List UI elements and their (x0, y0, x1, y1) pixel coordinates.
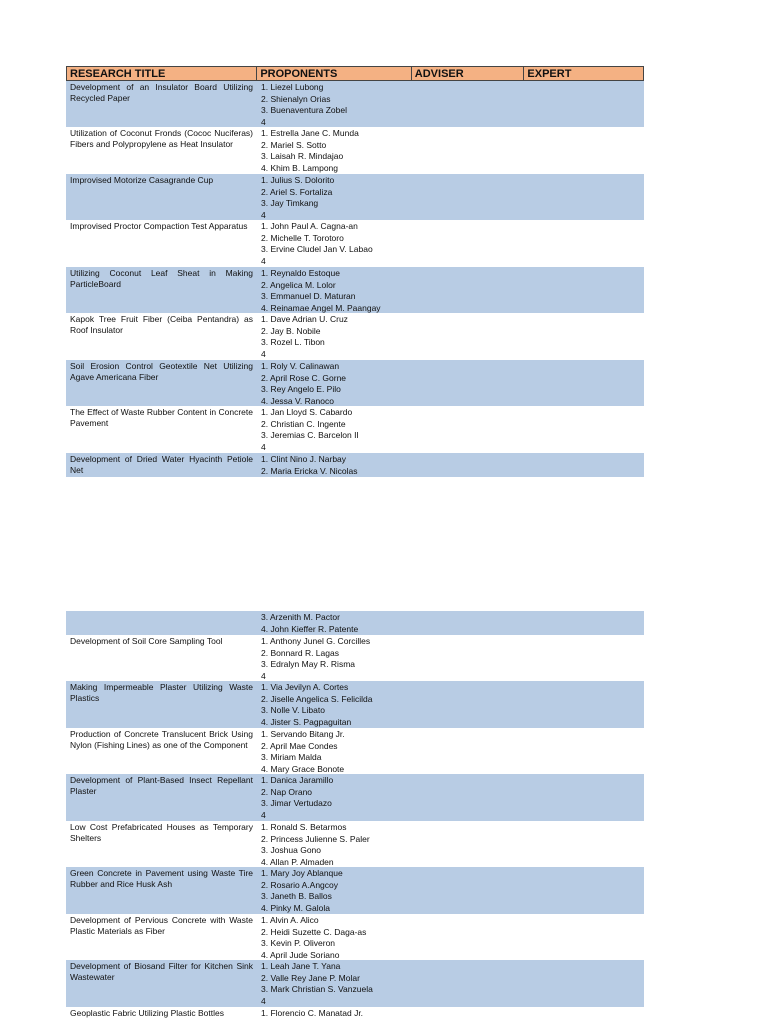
expert-cell (525, 914, 644, 960)
proponents-cell (257, 453, 412, 477)
expert-cell (525, 1007, 644, 1019)
adviser-cell (412, 635, 525, 681)
expert-cell (525, 406, 644, 453)
expert-cell (525, 728, 644, 774)
proponent-name: 3. Laisah R. Mindajao (261, 151, 344, 162)
proponent-name: 2. Christian C. Ingente (261, 418, 346, 429)
proponent-name: 2. Shienalyn Orias (261, 93, 331, 104)
proponents-cell (257, 267, 412, 313)
adviser-cell (412, 313, 525, 360)
expert-cell (525, 174, 644, 220)
research-title-cell (66, 611, 257, 635)
proponent-name: 4. Pinky M. Galola (261, 902, 330, 913)
table-row (66, 728, 644, 774)
proponent-name: 3. Rozel L. Tibon (261, 337, 325, 348)
table-row (66, 960, 644, 1007)
proponent-name: 2. Maria Ericka V. Nicolas (261, 465, 358, 476)
header-proponents: PROPONENTS (257, 67, 411, 80)
table-row (66, 174, 644, 220)
proponent-name: 1. Ronald S. Betarmos (261, 822, 347, 832)
expert-cell (525, 360, 644, 406)
expert-cell (525, 453, 644, 477)
proponent-name: 4. April Jude Soriano (261, 949, 340, 960)
adviser-cell (412, 914, 525, 960)
adviser-cell (412, 220, 525, 267)
proponent-name: 1. Mary Joy Ablanque (261, 868, 343, 878)
proponent-name: 3. Jay Timkang (261, 198, 319, 209)
table-row (66, 774, 644, 821)
table-row (66, 914, 644, 960)
research-title-cell: Kapok Tree Fruit Fiber (Ceiba Pentandra) as Roof Insulator (70, 314, 253, 335)
proponents-cell (257, 821, 412, 867)
expert-cell (525, 611, 644, 635)
proponent-name: 4 (261, 116, 266, 127)
proponent-name: 4 (261, 255, 266, 266)
proponent-name: 2. Princess Julienne S. Paler (261, 833, 370, 844)
proponent-name: 2. Nap Orano (261, 786, 313, 797)
proponent-name: 3. Nolle V. Libato (261, 705, 325, 716)
proponents-cell (257, 174, 412, 220)
proponent-name: 1. Estrella Jane C. Munda (261, 128, 359, 138)
proponent-name: 4. Khim B. Lampong (261, 162, 339, 173)
proponent-name: 4. Reinamae Angel M. Paangay (261, 302, 381, 313)
proponent-name: 4 (261, 441, 266, 452)
table-row (66, 1007, 644, 1019)
proponent-name: 2. Michelle T. Torotoro (261, 232, 344, 243)
proponents-cell (257, 774, 412, 821)
proponent-name: 1. Leah Jane T. Yana (261, 961, 341, 971)
proponent-name: 3. Buenaventura Zobel (261, 105, 348, 116)
table-row (66, 406, 644, 453)
proponent-name: 3. Rey Angelo E. Pilo (261, 384, 341, 395)
adviser-cell (412, 453, 525, 477)
proponent-name: 2. Bonnard R. Lagas (261, 647, 339, 658)
research-title-cell: Development of Pervious Concrete with Waste Plastic Materials as Fiber (70, 915, 253, 936)
table-row (66, 821, 644, 867)
adviser-cell (412, 81, 525, 127)
adviser-cell (412, 728, 525, 774)
table-row (66, 127, 644, 174)
table-row (66, 267, 644, 313)
adviser-cell (412, 174, 525, 220)
proponent-name: 1. Clint Nino J. Narbay (261, 454, 347, 464)
expert-cell (525, 81, 644, 127)
expert-cell (525, 220, 644, 267)
proponent-name: 1. Dave Adrian U. Cruz (261, 314, 348, 324)
adviser-cell (412, 774, 525, 821)
proponents-cell (257, 81, 412, 127)
proponent-name: 3. Joshua Gono (261, 845, 322, 856)
proponent-name: 1. Roly V. Calinawan (261, 361, 340, 371)
proponents-cell (257, 728, 412, 774)
research-title-cell: Utilizing Coconut Leaf Sheat in Making ParticleBoard (70, 268, 253, 289)
table-row (66, 611, 644, 635)
proponent-name: 2. April Mae Condes (261, 740, 338, 751)
proponent-name: 3. Miriam Malda (261, 752, 322, 763)
proponent-name: 2. Valle Rey Jane P. Molar (261, 972, 360, 983)
proponent-name: 2. Jay B. Nobile (261, 325, 321, 336)
research-title-cell: Development of Soil Core Sampling Tool (70, 636, 223, 646)
proponent-name: 1. Via Jevilyn A. Cortes (261, 682, 349, 692)
proponent-name: 3. Edralyn May R. Risma (261, 659, 355, 670)
proponent-name: 4 (261, 809, 266, 820)
proponents-cell (257, 867, 412, 914)
research-table-2 (66, 611, 644, 1019)
research-title-cell: Utilization of Coconut Fronds (Cococ Nuciferas) Fibers and Polypropylene as Heat Insulator (70, 128, 253, 149)
adviser-cell (412, 267, 525, 313)
adviser-cell (412, 406, 525, 453)
proponents-cell (257, 611, 412, 635)
expert-cell (525, 267, 644, 313)
table-row (66, 81, 644, 127)
proponents-cell (257, 127, 412, 174)
proponent-name: 1. John Paul A. Cagna-an (261, 221, 358, 231)
proponents-cell (257, 406, 412, 453)
proponent-name: 2. Jiselle Angelica S. Felicilda (261, 693, 373, 704)
proponent-name: 1. Servando Bitang Jr. (261, 729, 345, 739)
table-body (66, 611, 644, 1019)
research-title-cell: Development of Biosand Filter for Kitchen Sink Wastewater (70, 961, 253, 982)
table-row (66, 867, 644, 914)
table-row (66, 313, 644, 360)
proponent-name: 4 (261, 670, 266, 681)
proponent-name: 1. Alvin A. Alico (261, 915, 319, 925)
proponents-cell (257, 360, 412, 406)
table-row (66, 453, 644, 477)
proponent-name: 2. Rosario A.Angcoy (261, 879, 339, 890)
research-title-cell: Soil Erosion Control Geotextile Net Utilizing Agave Americana Fiber (70, 361, 253, 382)
header-adviser: ADVISER (412, 67, 525, 80)
adviser-cell (412, 611, 525, 635)
proponent-name: 1. Julius S. Dolorito (261, 175, 335, 185)
table-body (66, 81, 644, 477)
adviser-cell (412, 681, 525, 728)
table-row (66, 635, 644, 681)
proponent-name: 3. Jimar Vertudazo (261, 798, 332, 809)
expert-cell (525, 681, 644, 728)
proponents-cell (257, 313, 412, 360)
proponents-cell (257, 1007, 412, 1019)
research-title-cell: Development of Plant-Based Insect Repellant Plaster (70, 775, 253, 796)
proponent-name: 3. Ervine Cludel Jan V. Labao (261, 244, 373, 255)
proponent-name: 4 (261, 348, 266, 359)
proponent-name: 4 (261, 995, 266, 1006)
expert-cell (525, 867, 644, 914)
header-expert: EXPERT (527, 68, 572, 80)
proponents-cell (257, 681, 412, 728)
research-title-cell: Production of Concrete Translucent Brick Using Nylon (Fishing Lines) as one of the Component (70, 729, 253, 750)
proponent-name: 1. Liezel Lubong (261, 82, 324, 92)
expert-cell (525, 774, 644, 821)
proponent-name: 1. Reynaldo Estoque (261, 268, 340, 278)
proponent-name: 4. Mary Grace Bonote (261, 763, 345, 774)
proponent-name: 4. Jessa V. Ranoco (261, 395, 334, 406)
research-title-cell: Development of Dried Water Hyacinth Petiole Net (70, 454, 253, 475)
research-title-cell: Improvised Motorize Casagrande Cup (70, 175, 214, 185)
adviser-cell (412, 360, 525, 406)
proponent-name: 3. Kevin P. Oliveron (261, 938, 336, 949)
proponents-cell (257, 635, 412, 681)
proponent-name: 4. John Kieffer R. Patente (261, 623, 359, 634)
expert-cell (525, 313, 644, 360)
research-title-cell: Green Concrete in Pavement using Waste Tire Rubber and Rice Husk Ash (70, 868, 253, 889)
proponent-name: 3. Janeth B. Ballos (261, 891, 332, 902)
research-title-cell: Development of an Insulator Board Utilizing Recycled Paper (70, 82, 253, 103)
research-title-cell: Low Cost Prefabricated Houses as Temporary Shelters (70, 822, 253, 843)
proponent-name: 2. April Rose C. Gorne (261, 372, 347, 383)
adviser-cell (412, 960, 525, 1007)
proponent-name: 1. Anthony Junel G. Corcilles (261, 636, 371, 646)
proponent-name: 4. Jister S. Pagpaguitan (261, 716, 352, 727)
proponent-name: 1. Danica Jaramillo (261, 775, 334, 785)
research-table-1 (66, 66, 644, 477)
proponent-name: 3. Jeremias C. Barcelon II (261, 430, 359, 441)
proponents-cell (257, 220, 412, 267)
adviser-cell (412, 127, 525, 174)
proponent-name: 1. Florencio C. Manatad Jr. (261, 1008, 364, 1018)
research-title-cell: Improvised Proctor Compaction Test Apparatus (70, 221, 248, 231)
proponent-name: 1. Jan Lloyd S. Cabardo (261, 407, 353, 417)
research-title-cell: The Effect of Waste Rubber Content in Concrete Pavement (70, 407, 253, 428)
proponents-cell (257, 914, 412, 960)
table-row (66, 360, 644, 406)
proponent-name: 2. Angelica M. Lolor (261, 279, 336, 290)
research-title-cell: Making Impermeable Plaster Utilizing Waste Plastics (70, 682, 253, 703)
expert-cell (525, 635, 644, 681)
proponent-name: 2. Mariel S. Sotto (261, 139, 327, 150)
research-title-cell: Geoplastic Fabric Utilizing Plastic Bottles (70, 1008, 225, 1018)
proponent-name: 4 (261, 209, 266, 220)
header-research-title: RESEARCH TITLE (67, 67, 257, 80)
proponent-name: 3. Emmanuel D. Maturan (261, 291, 356, 302)
proponent-name: 3. Arzenith M. Pactor (261, 612, 340, 622)
table-row (66, 220, 644, 267)
expert-cell (525, 127, 644, 174)
table-header (66, 66, 644, 81)
proponent-name: 2. Ariel S. Fortaliza (261, 186, 333, 197)
proponents-cell (257, 960, 412, 1007)
adviser-cell (412, 867, 525, 914)
proponent-name: 2. Heidi Suzette C. Daga-as (261, 926, 367, 937)
proponent-name: 4. Allan P. Almaden (261, 856, 334, 867)
proponent-name: 3. Mark Christian S. Vanzuela (261, 984, 373, 995)
expert-cell (525, 960, 644, 1007)
adviser-cell (412, 821, 525, 867)
table-row (66, 681, 644, 728)
expert-cell (525, 821, 644, 867)
adviser-cell (412, 1007, 525, 1019)
